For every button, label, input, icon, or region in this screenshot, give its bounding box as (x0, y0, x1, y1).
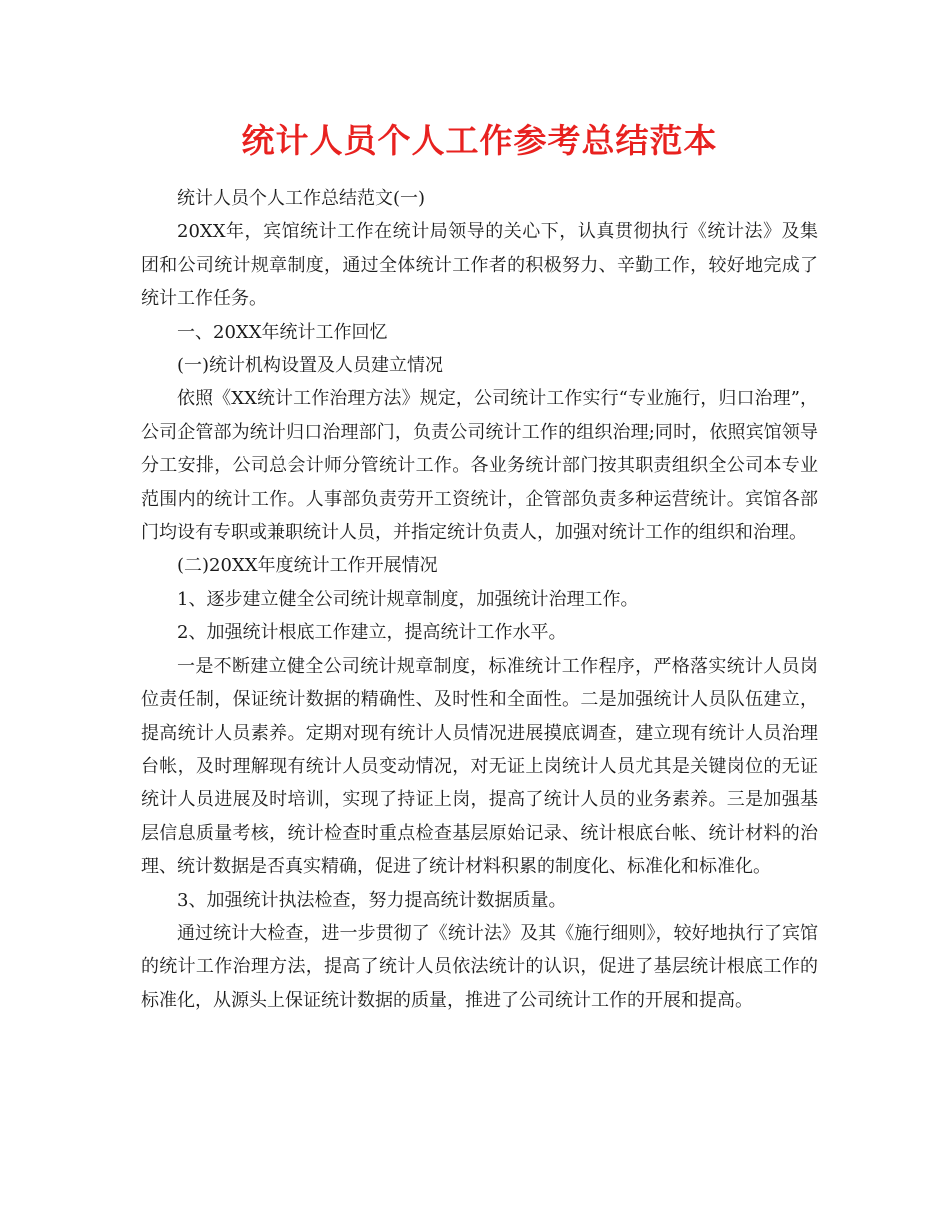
list-item-3: 3、加强统计执法检查，努力提高统计数据质量。 (177, 889, 567, 911)
paragraph-organization: 依照《XX统计工作治理方法》规定，公司统计工作实行“专业施行，归口治理”，公司企管部为统计归口治理部门，负责公司统计工作的组织治理;同时，依照宾馆领导分工安排，公司总会计师分管统计工作。各业务统计部门按其职责组织全公司本专业范围内的统计工作。人事部负责劳开工资统计，企管部负责多种运营统计。宾馆各部门均设有专职或兼职统计人员，并指定统计负责人，加强对统计工作的组织和治理。 (141, 388, 818, 544)
list-item-1: 1、逐步建立健全公司统计规章制度，加强统计治理工作。 (177, 588, 639, 610)
paragraph-measures: 一是不断建立健全公司统计规章制度，标准统计工作程序，严格落实统计人员岗位责任制，保证统计数据的精确性、及时性和全面性。二是加强统计人员队伍建立，提高统计人员素养。定期对现有统计人员情况进展摸底调查，建立现有统计人员治理台帐，及时理解现有统计人员变动情况，对无证上岗统计人员尤其是关键岗位的无证统计人员进展及时培训，实现了持证上岗，提高了统计人员的业务素养。三是加强基层信息质量考核，统计检查时重点检查基层原始记录、统计根底台帐、统计材料的治理、统计数据是否真实精确，促进了统计材料积累的制度化、标准化和标准化。 (141, 655, 818, 878)
document-body (141, 182, 818, 1017)
paragraph-inspection: 通过统计大检查，进一步贯彻了《统计法》及其《施行细则》，较好地执行了宾馆的统计工作治理方法，提高了统计人员依法统计的认识，促进了基层统计根底工作的标准化，从源头上保证统计数据的质量，推进了公司统计工作的开展和提高。 (141, 922, 818, 1011)
list-item-2: 2、加强统计根底工作建立，提高统计工作水平。 (177, 622, 567, 644)
section-heading-1: 一、20XX年统计工作回忆 (177, 321, 388, 343)
paragraph-intro: 20XX年，宾馆统计工作在统计局领导的关心下，认真贯彻执行《统计法》及集团和公司统计规章制度，通过全体统计工作者的积极努力、辛勤工作，较好地完成了统计工作任务。 (141, 221, 818, 310)
document-title: 统计人员个人工作参考总结范本 (241, 121, 718, 160)
paragraph-subtitle: 统计人员个人工作总结范文(一) (177, 188, 426, 209)
subsection-heading-2: (二)20XX年度统计工作开展情况 (177, 555, 438, 577)
subsection-heading-1: (一)统计机构设置及人员建立情况 (177, 355, 444, 377)
